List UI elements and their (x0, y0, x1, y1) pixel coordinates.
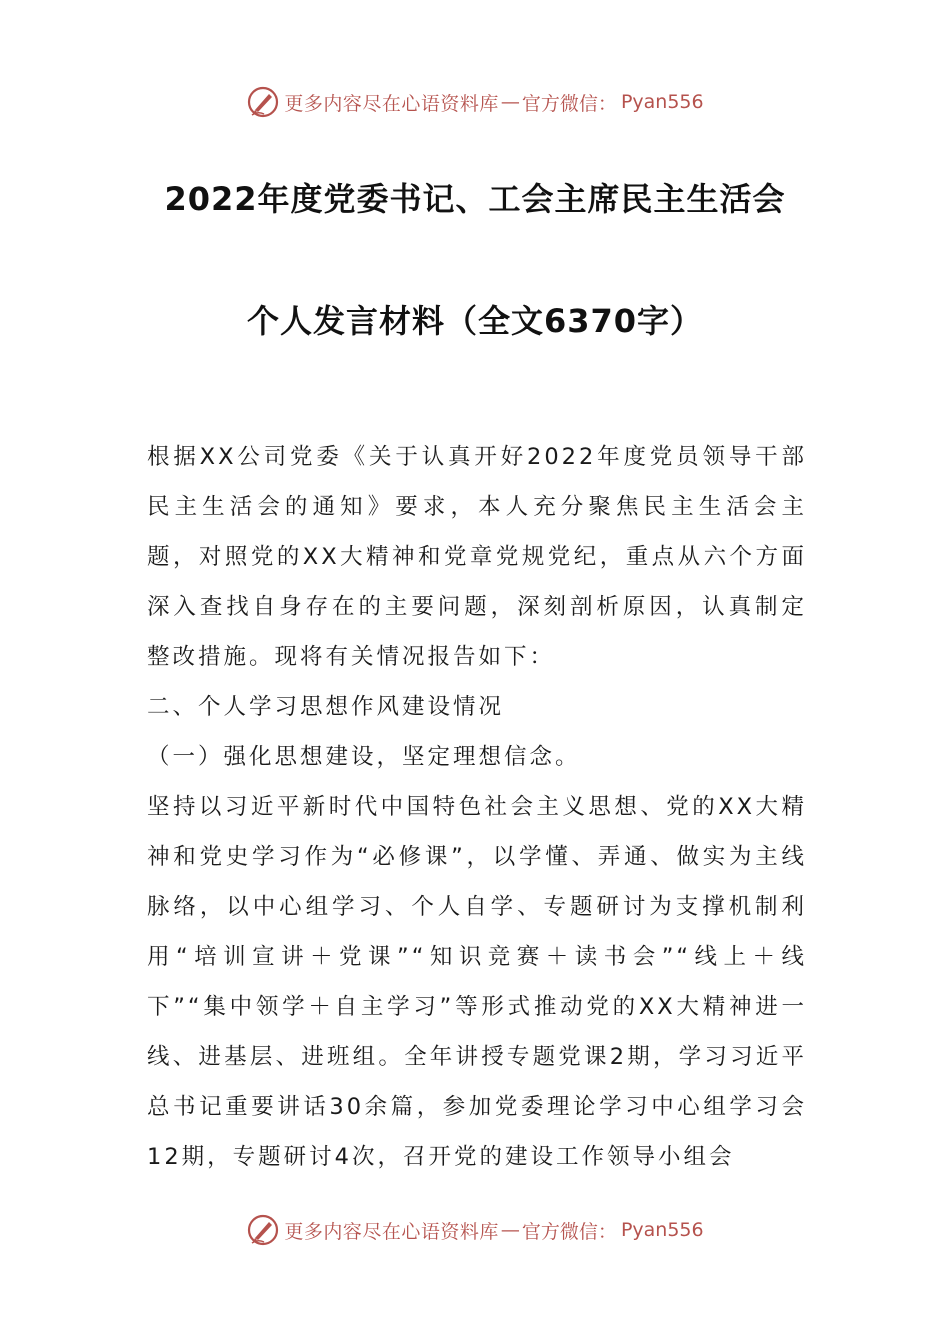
watermark-wechat-label: 官方微信： (521, 1220, 617, 1243)
watermark-separator: — (500, 1219, 520, 1241)
watermark-text: 更多内容尽在心语资料库 (284, 92, 499, 115)
watermark-banner-top (0, 82, 950, 122)
pen-logo-icon (246, 85, 280, 119)
document-title-line-2: 个人发言材料（全文6370字） (246, 302, 704, 340)
watermark-wechat-id: Pyan556 (620, 1219, 704, 1241)
subsection-heading: （一）强化思想建设，坚定理想信念。 (147, 744, 581, 770)
paragraph-study: 坚持以习近平新时代中国特色社会主义思想、党的XX大精神和党史学习作为“必修课”，以学懂、弄通、做实为主线脉络，以中心组学习、个人自学、专题研讨为支撑机制利用“培训宣讲＋党课”“知识竞赛＋读书会”“线上＋线下”“集中领学＋自主学习”等形式推动党的XX大精神进一线、进基层、进班组。全年讲授专题党课2期，学习习近平总书记重要讲话30余篇，参加党委理论学习中心组学习会12期，专题研讨4次，召开党的建设工作领导小组会 (147, 794, 807, 1170)
document-body (147, 432, 807, 1182)
watermark-wechat-label: 官方微信： (521, 92, 617, 115)
section-heading: 二、个人学习思想作风建设情况 (147, 694, 505, 720)
watermark-banner-bottom (0, 1210, 950, 1250)
watermark-text: 更多内容尽在心语资料库 (284, 1220, 499, 1243)
watermark-wechat-id: Pyan556 (620, 91, 704, 113)
paragraph-intro: 根据XX公司党委《关于认真开好2022年度党员领导干部民主生活会的通知》要求，本人充分聚焦民主生活会主题，对照党的XX大精神和党章党规党纪，重点从六个方面深入查找自身存在的主要问题，深刻剖析原因，认真制定整改措施。现将有关情况报告如下： (147, 444, 807, 670)
watermark-separator: — (500, 91, 520, 113)
pen-logo-icon (246, 1213, 280, 1247)
document-title-line-1: 2022年度党委书记、工会主席民主生活会 (164, 180, 786, 218)
